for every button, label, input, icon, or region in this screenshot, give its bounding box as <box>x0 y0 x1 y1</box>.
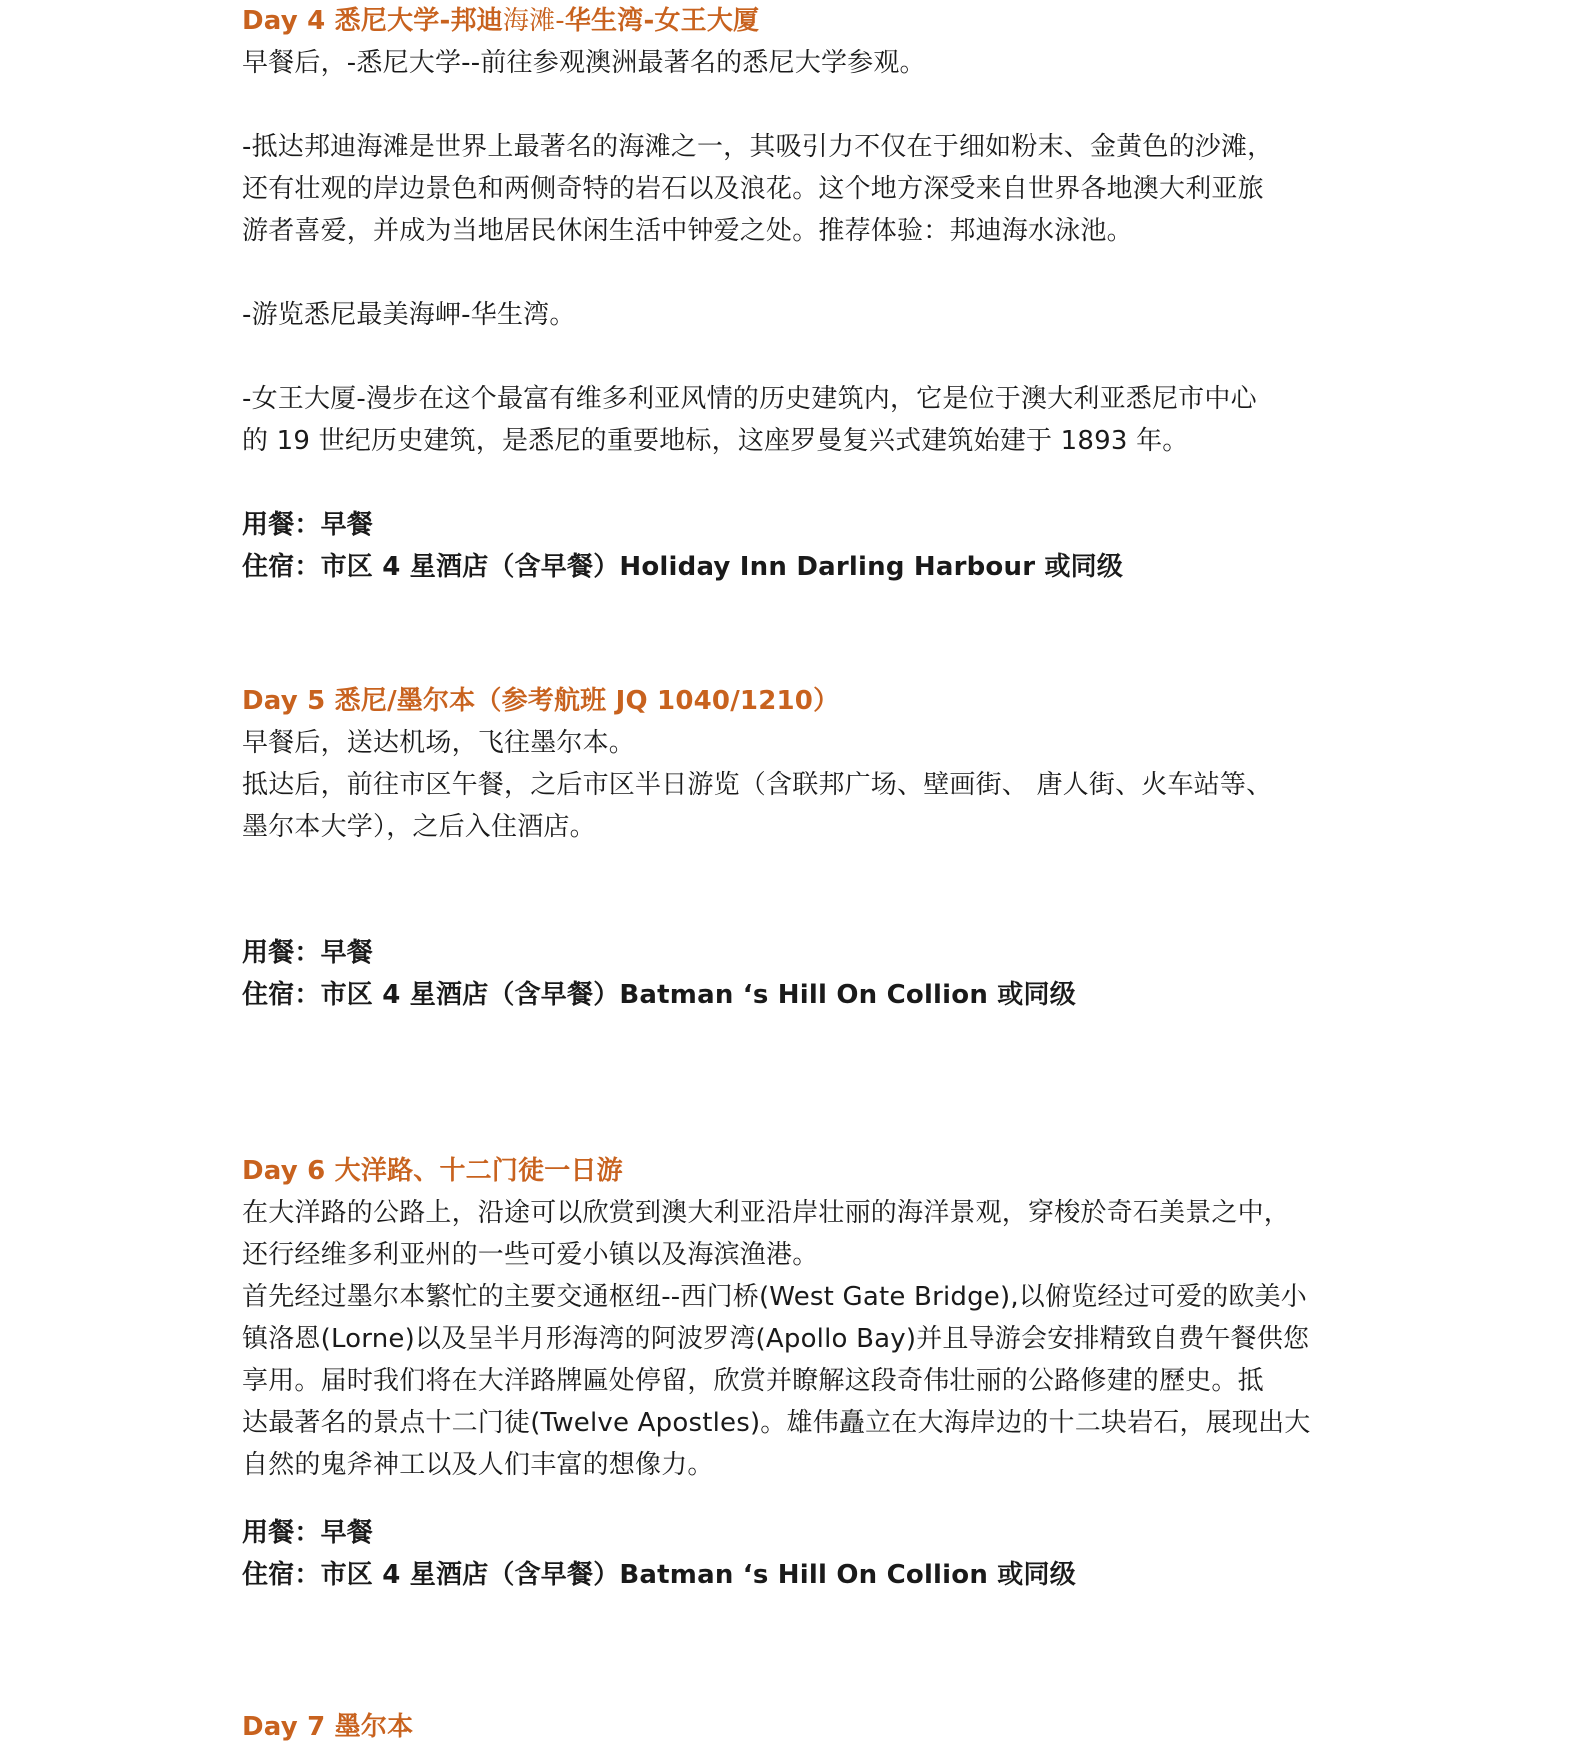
day-4-text-line: 还有壮观的岸边景色和两侧奇特的岩石以及浪花。这个地方深受来自世界各地澳大利亚旅 <box>242 174 1264 204</box>
day-4-text-line: -抵达邦迪海滩是世界上最著名的海滩之一，其吸引力不仅在于细如粉末、金黄色的沙滩， <box>242 132 1274 162</box>
day-6-section <box>242 1150 1362 1596</box>
day-6-text-line: 享用。届时我们将在大洋路牌匾处停留，欣赏并瞭解这段奇伟壮丽的公路修建的歷史。抵 <box>242 1366 1264 1396</box>
day-4-meals: 用餐：早餐 <box>242 510 374 540</box>
day-6-text-line: 自然的鬼斧神工以及人们丰富的想像力。 <box>242 1450 714 1480</box>
day-7-title: Day 7 墨尔本 <box>242 1712 414 1742</box>
day-6-text-line: 在大洋路的公路上，沿途可以欣赏到澳大利亚沿岸壮丽的海洋景观，穿梭於奇石美景之中， <box>242 1198 1291 1228</box>
day-5-meals: 用餐：早餐 <box>242 938 374 968</box>
day-5-text-line: 早餐后，送达机场，飞往墨尔本。 <box>242 728 636 758</box>
day-5-text-line: 抵达后，前往市区午餐，之后市区半日游览（含联邦广场、壁画街、 唐人街、火车站等、 <box>242 770 1273 800</box>
day-6-hotel: 住宿：市区 4 星酒店（含早餐）Batman ‘s Hill On Collion 或同级 <box>242 1560 1076 1590</box>
day-4-text-line: 的 19 世纪历史建筑，是悉尼的重要地标，这座罗曼复兴式建筑始建于 1893 年。 <box>242 426 1189 456</box>
day-6-text-line: 还行经维多利亚州的一些可爱小镇以及海滨渔港。 <box>242 1240 819 1270</box>
day-6-text-line: 首先经过墨尔本繁忙的主要交通枢纽--西门桥(West Gate Bridge),以俯览经过可爱的欧美小 <box>242 1282 1307 1312</box>
day-6-meals: 用餐：早餐 <box>242 1518 374 1548</box>
day-6-text-line: 镇洛恩(Lorne)以及呈半月形海湾的阿波罗湾(Apollo Bay)并且导游会安排精致自费午餐供您 <box>242 1324 1310 1354</box>
day-7-section <box>242 1706 1362 1748</box>
day-5-text-line: 墨尔本大学），之后入住酒店。 <box>242 812 596 842</box>
day-5-title: Day 5 悉尼/墨尔本（参考航班 JQ 1040/1210） <box>242 686 840 716</box>
day-5-section <box>242 680 1362 1016</box>
itinerary-document <box>242 0 1362 1748</box>
day-4-hotel: 住宿：市区 4 星酒店（含早餐）Holiday Inn Darling Harbour 或同级 <box>242 552 1124 582</box>
day-4-text-line: -游览悉尼最美海岬-华生湾。 <box>242 300 576 330</box>
day-5-hotel: 住宿：市区 4 星酒店（含早餐）Batman ‘s Hill On Collion 或同级 <box>242 980 1076 1010</box>
day-6-text-line: 达最著名的景点十二门徒(Twelve Apostles)。雄伟矗立在大海岸边的十二块岩石，展现出大 <box>242 1408 1311 1438</box>
day-4-section <box>242 0 1362 588</box>
day-6-title: Day 6 大洋路、十二门徒一日游 <box>242 1156 623 1186</box>
day-4-text-line: 早餐后，-悉尼大学--前往参观澳洲最著名的悉尼大学参观。 <box>242 48 926 78</box>
day-4-title: Day 4 悉尼大学-邦迪海滩-华生湾-女王大厦 <box>242 6 760 36</box>
day-4-text-line: 游者喜爱，并成为当地居民休闲生活中钟爱之处。推荐体验：邦迪海水泳池。 <box>242 216 1133 246</box>
day-4-text-line: -女王大厦-漫步在这个最富有维多利亚风情的历史建筑内，它是位于澳大利亚悉尼市中心 <box>242 384 1257 414</box>
